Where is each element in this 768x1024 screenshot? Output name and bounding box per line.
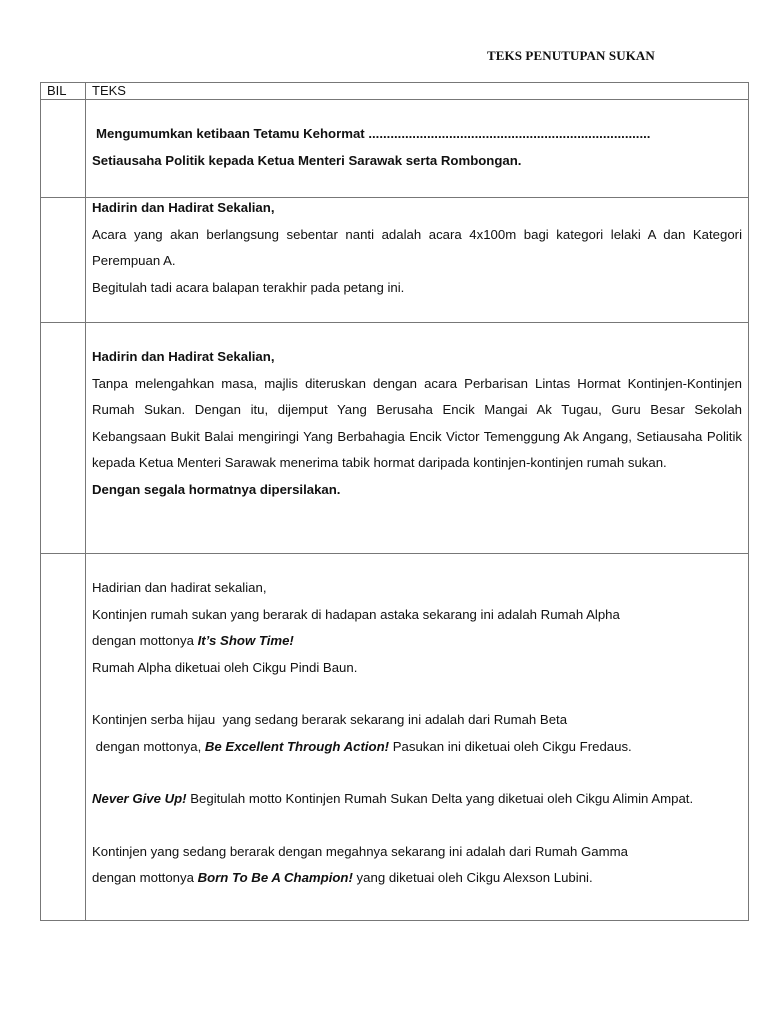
text-span: dengan mottonya: [92, 633, 198, 648]
table-row: [41, 554, 749, 921]
speech-table: [40, 82, 749, 921]
paragraph: Begitulah tadi acara balapan terakhir pada petang ini.: [92, 279, 405, 295]
text-span: Pasukan ini diketuai oleh Cikgu Fredaus.: [389, 738, 632, 754]
bil-cell: [41, 554, 86, 921]
greeting-line: Hadirian dan hadirat sekalian,: [92, 580, 267, 595]
closing-line: Dengan segala hormatnya dipersilakan.: [92, 481, 341, 497]
text-cell: [86, 323, 749, 554]
bil-cell: [41, 198, 86, 323]
alpha-leader-line: Rumah Alpha diketuai oleh Cikgu Pindi Baun.: [92, 659, 358, 675]
text-cell: [86, 100, 749, 198]
document-title: TEKS PENUTUPAN SUKAN: [487, 48, 655, 63]
greeting-heading: Hadirin dan Hadirat Sekalian,: [92, 200, 275, 215]
bil-cell: [41, 100, 86, 198]
alpha-motto: It’s Show Time!: [197, 633, 294, 648]
greeting-heading: Hadirin dan Hadirat Sekalian,: [92, 349, 275, 364]
header-teks: TEKS: [86, 83, 749, 100]
table-row: [41, 100, 749, 198]
header-bil: BIL: [41, 83, 86, 100]
text-cell: [86, 554, 749, 921]
text-span: dengan mottonya,: [92, 738, 205, 754]
gamma-line: Kontinjen yang sedang berarak dengan megahnya sekarang ini adalah dari Rumah Gamma: [92, 843, 628, 859]
beta-motto-line: [92, 734, 742, 761]
announcement-line: Setiausaha Politik kepada Ketua Menteri Sarawak serta Rombongan.: [92, 152, 522, 168]
text-span: dengan mottonya: [92, 870, 198, 885]
text-span: Begitulah motto Kontinjen Rumah Sukan Delta yang diketuai oleh Cikgu Alimin Ampat.: [186, 791, 694, 806]
text-cell: [86, 198, 749, 323]
table-row: [41, 198, 749, 323]
table-header-row: [41, 83, 749, 100]
gamma-motto-line: [92, 865, 742, 892]
text-span: yang diketuai oleh Cikgu Alexson Lubini.: [352, 870, 593, 885]
delta-paragraph: [92, 786, 742, 813]
announcement-line: Mengumumkan ketibaan Tetamu Kehormat .............................................................................: [96, 126, 651, 141]
alpha-line: Kontinjen rumah sukan yang berarak di hadapan astaka sekarang ini adalah Rumah Alpha: [92, 606, 620, 622]
bil-cell: [41, 323, 86, 554]
beta-line: Kontinjen serba hijau yang sedang berarak sekarang ini adalah dari Rumah Beta: [92, 712, 568, 727]
paragraph: Acara yang akan berlangsung sebentar nanti adalah acara 4x100m bagi kategori lelaki A dan Kategori Perempuan A.: [92, 226, 742, 268]
paragraph: Tanpa melengahkan masa, majlis diteruskan dengan acara Perbarisan Lintas Hormat Kontinjen-Kontinjen Rumah Sukan. Dengan itu, dijemput Yang Berusaha Encik Mangai Ak Tugau, Guru Besar Sekolah Kebangsaan Bukit Balai mengiringi Yang Berbahagia Encik Victor Temenggung Ak Angang, Setiausaha Politik kepada Ketua Menteri Sarawak menerima tabik hormat daripada kontinjen-kontinjen rumah sukan.: [92, 375, 742, 470]
delta-motto: Never Give Up!: [92, 791, 187, 806]
table-row: [41, 323, 749, 554]
alpha-motto-line: [92, 628, 742, 655]
gamma-motto: Born To Be A Champion!: [197, 870, 353, 885]
beta-motto: Be Excellent Through Action!: [204, 738, 390, 754]
